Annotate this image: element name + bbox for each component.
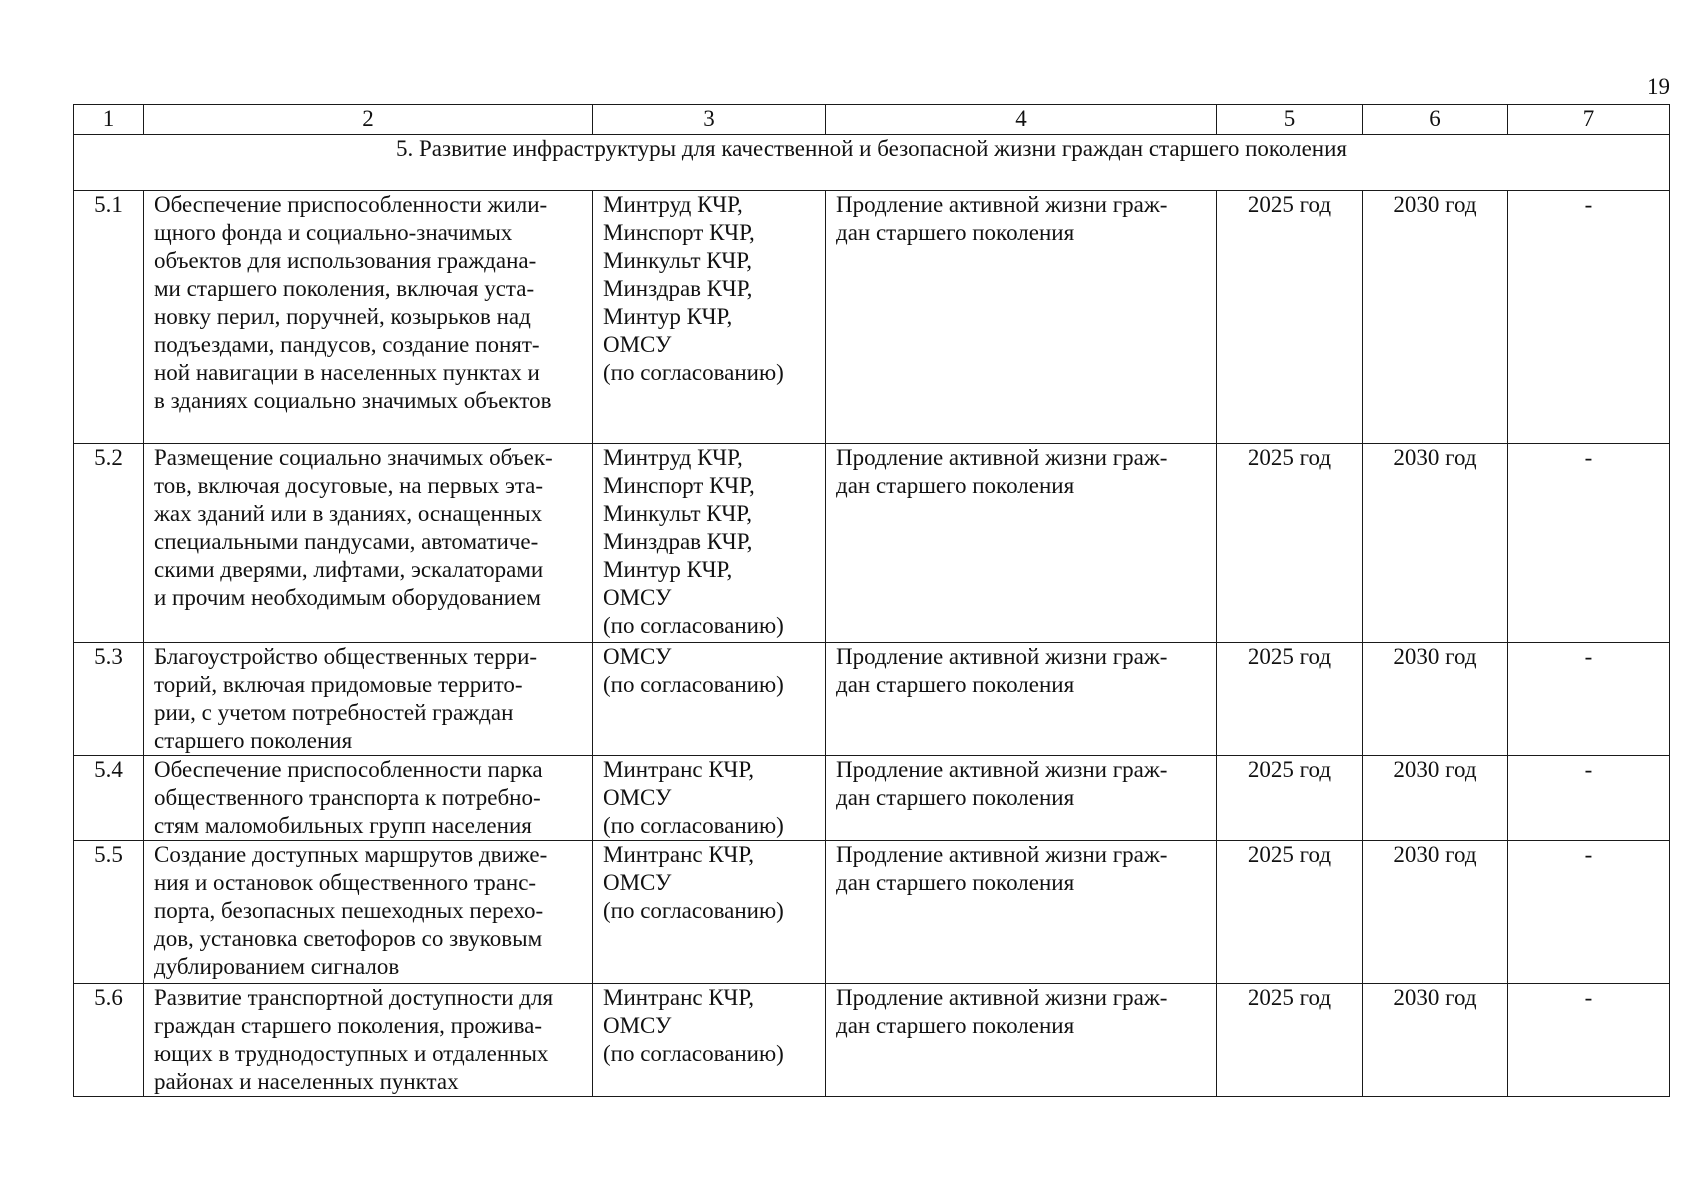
section-title: 5. Развитие инфраструктуры для качественной и безопасной жизни граждан старшего поколения	[74, 135, 1670, 191]
column-header: 4	[826, 105, 1217, 135]
table-row	[74, 444, 1670, 643]
measure-description: Создание доступных маршрутов движе- ния и остановок общественного транс- порта, безопасных пешеходных перехо- дов, установка светофоров со звуковым дублированием сигналов	[144, 841, 593, 984]
expected-result: Продление активной жизни граж- дан старшего поколения	[826, 984, 1217, 1097]
responsible-executors: Минтранс КЧР, ОМСУ (по согласованию)	[593, 756, 826, 841]
table-row	[74, 191, 1670, 444]
note: -	[1508, 444, 1670, 643]
section-heading-row	[74, 135, 1670, 191]
column-header: 5	[1217, 105, 1363, 135]
start-year: 2025 год	[1217, 444, 1363, 643]
responsible-executors: Минтранс КЧР, ОМСУ (по согласованию)	[593, 841, 826, 984]
row-number: 5.2	[74, 444, 144, 643]
row-number: 5.3	[74, 643, 144, 756]
measure-description: Благоустройство общественных терри- торий, включая придомовые террито- рии, с учетом потребностей граждан старшего поколения	[144, 643, 593, 756]
end-year: 2030 год	[1363, 444, 1508, 643]
column-header: 2	[144, 105, 593, 135]
start-year: 2025 год	[1217, 841, 1363, 984]
measure-description: Размещение социально значимых объек- тов, включая досуговые, на первых эта- жах зданий или в зданиях, оснащенных специальными пандусами, автоматиче- скими дверями, лифтами, эскалаторами и прочим необходимым оборудованием	[144, 444, 593, 643]
note: -	[1508, 841, 1670, 984]
start-year: 2025 год	[1217, 984, 1363, 1097]
responsible-executors: Минтруд КЧР, Минспорт КЧР, Минкульт КЧР, Минздрав КЧР, Минтур КЧР, ОМСУ (по согласованию)	[593, 191, 826, 444]
measure-description: Обеспечение приспособленности парка общественного транспорта к потребно- стям маломобильных групп населения	[144, 756, 593, 841]
start-year: 2025 год	[1217, 756, 1363, 841]
expected-result: Продление активной жизни граж- дан старшего поколения	[826, 444, 1217, 643]
column-number-row	[74, 105, 1670, 135]
measure-description: Развитие транспортной доступности для граждан старшего поколения, прожива- ющих в труднодоступных и отдаленных районах и населенных пунктах	[144, 984, 593, 1097]
expected-result: Продление активной жизни граж- дан старшего поколения	[826, 756, 1217, 841]
plan-table	[73, 104, 1670, 1097]
start-year: 2025 год	[1217, 643, 1363, 756]
responsible-executors: Минтруд КЧР, Минспорт КЧР, Минкульт КЧР, Минздрав КЧР, Минтур КЧР, ОМСУ (по согласованию)	[593, 444, 826, 643]
note: -	[1508, 191, 1670, 444]
note: -	[1508, 984, 1670, 1097]
expected-result: Продление активной жизни граж- дан старшего поколения	[826, 643, 1217, 756]
table-row	[74, 984, 1670, 1097]
responsible-executors: Минтранс КЧР, ОМСУ (по согласованию)	[593, 984, 826, 1097]
page-number: 19	[1647, 74, 1670, 99]
row-number: 5.6	[74, 984, 144, 1097]
responsible-executors: ОМСУ (по согласованию)	[593, 643, 826, 756]
measure-description: Обеспечение приспособленности жили- щного фонда и социально-значимых объектов для использования граждана- ми старшего поколения, включая уста- новку перил, поручней, козырьков над подъездами, пандусов, создание понят- ной навигации в населенных пунктах и в зданиях социально значимых объектов	[144, 191, 593, 444]
end-year: 2030 год	[1363, 984, 1508, 1097]
end-year: 2030 год	[1363, 841, 1508, 984]
note: -	[1508, 756, 1670, 841]
end-year: 2030 год	[1363, 643, 1508, 756]
expected-result: Продление активной жизни граж- дан старшего поколения	[826, 191, 1217, 444]
table-row	[74, 643, 1670, 756]
row-number: 5.5	[74, 841, 144, 984]
column-header: 6	[1363, 105, 1508, 135]
column-header: 3	[593, 105, 826, 135]
column-header: 7	[1508, 105, 1670, 135]
row-number: 5.4	[74, 756, 144, 841]
row-number: 5.1	[74, 191, 144, 444]
table-row	[74, 756, 1670, 841]
end-year: 2030 год	[1363, 191, 1508, 444]
column-header: 1	[74, 105, 144, 135]
note: -	[1508, 643, 1670, 756]
expected-result: Продление активной жизни граж- дан старшего поколения	[826, 841, 1217, 984]
start-year: 2025 год	[1217, 191, 1363, 444]
table-row	[74, 841, 1670, 984]
end-year: 2030 год	[1363, 756, 1508, 841]
